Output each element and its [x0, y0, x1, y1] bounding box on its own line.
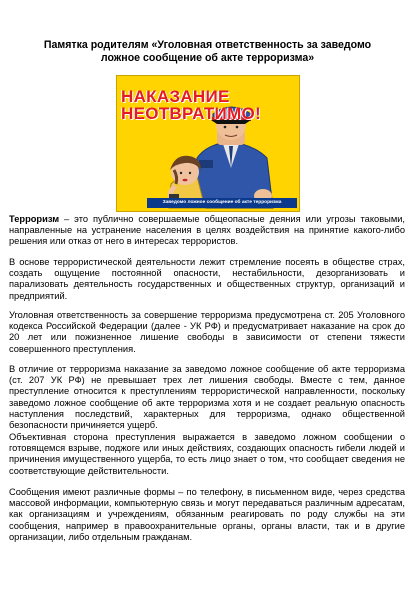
document-title [30, 39, 385, 65]
poster-headline-line-2: НЕОТВРАТИМО! [121, 104, 262, 123]
title-line-2: ложное сообщение об акте терроризма» [100, 52, 315, 64]
paragraph-objective-side: Объективная сторона преступления выражается в заведомо ложном сообщении о готовящемся взрыве, поджоге или иных действиях, создающих опасность гибели людей и причинения имущественного ущерба, то есть лицо знает о том, что сообщает сведения не соответствующие действительности. [9, 432, 405, 476]
poster-image [116, 75, 300, 212]
paragraph-terrorism-definition [9, 214, 405, 248]
term-terrorism: Терроризм [9, 214, 60, 224]
paragraph-message-forms: Сообщения имеют различные формы – по телефону, в письменном виде, через средства массовой информации, компьютерную связь и могут передаваться различным адресатам, как организациям и учреждениям, обязанным реагировать по роду службы на эти сообщения, например в правоохранительные органы, органы власти, так и в другие организации, либо отдельным гражданам. [9, 487, 405, 542]
definition-text: – это публично совершаемые общеопасные деяния или угрозы таковыми, направленные на устранение населения в целях воздействия на принятие какого-либо решения или отказ от него в интересах террористов. [9, 214, 405, 247]
paragraph-article-205: Уголовная ответственность за совершение терроризма предусмотрена ст. 205 Уголовного кодекса Российской Федерации (далее - УК РФ) и предусматривает наказание на срок до 20 лет или пожизненное лишение свободы в зависимости от степени тяжести совершенного преступления. [9, 310, 405, 354]
title-line-1: Памятка родителям «Уголовная ответственность за заведомо [43, 39, 372, 51]
paragraph-article-207: В отличие от терроризма наказание за заведомо ложное сообщение об акте терроризма (ст. 207 УК РФ) не превышает трех лет лишения свободы. Вместе с тем, данное преступление относится к преступлениям террористической направленности, поскольку заведомо ложное сообщение об акте терроризма хотя и не создает реальную опасность наступления последствий, характерных для терроризма, однако общественной безопасности причиняется ущерб. [9, 364, 405, 431]
paragraph-terrorism-goal: В основе террористической деятельности лежит стремление посеять в обществе страх, создать ощущение постоянной опасности, нестабильности, дезорганизовать и парализовать деятельность государственных и общественных структур, организаций и предприятий. [9, 257, 405, 301]
poster-headline [121, 88, 295, 122]
poster-caption: Заведомо ложное сообщение об акте терроризма [147, 198, 297, 208]
poster-headline-line-1: НАКАЗАНИЕ [121, 87, 230, 106]
